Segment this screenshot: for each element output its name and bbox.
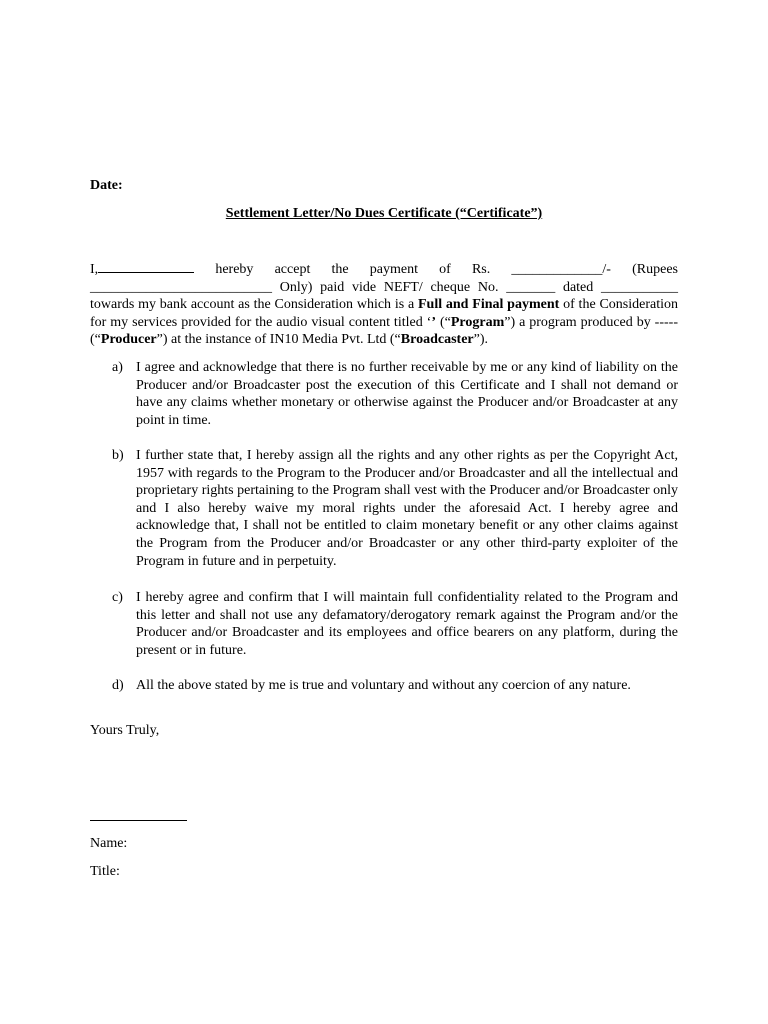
intro-bold-program: Program: [450, 314, 505, 330]
closing-salutation: Yours Truly,: [90, 723, 160, 738]
intro-bold-broadcaster: Broadcaster: [400, 332, 474, 348]
clause-marker: d): [112, 678, 124, 693]
name-label: Name:: [90, 836, 128, 851]
clause-text: I hereby agree and confirm that I will maintain full confidentiality related to the Program and this letter and shall not use any defamatory/derogatory remark against the Program and/or the Producer and/or Broadcaster and its employees and office bearers on any platform, during the present or in future.: [136, 590, 678, 658]
date-label: Date:: [90, 178, 123, 193]
clause-marker: b): [112, 448, 124, 463]
intro-bold-full-final: Full and Final payment: [417, 297, 560, 313]
clause-text: I agree and acknowledge that there is no further receivable by me or any kind of liability on the Producer and/or Broadcaster post the execution of this Certificate and I shall not demand or have any claims whether monetary or otherwise against the Producer and/or Broadcaster at any point in time.: [136, 360, 678, 428]
intro-bold-quote: ’: [431, 314, 437, 330]
intro-text-3: of the Consideration for my services provided for the audio visual content titled ‘: [90, 297, 678, 330]
document-title: Settlement Letter/No Dues Certificate (“Certificate”): [225, 206, 543, 221]
clause-item: [90, 589, 678, 659]
signature-line: [90, 820, 187, 821]
name-blank-line: [98, 261, 194, 273]
clause-item: [90, 359, 678, 429]
intro-paragraph: [90, 261, 678, 349]
clause-marker: a): [112, 360, 123, 375]
intro-text-6: ”) at the instance of IN10 Media Pvt. Ltd (“: [156, 332, 401, 348]
intro-text-4: (“: [436, 314, 451, 330]
clause-text: All the above stated by me is true and voluntary and without any coercion of any nature.: [136, 678, 631, 693]
clause-item: [90, 677, 678, 695]
intro-text-5: ”) a program produced by ----- (“: [90, 314, 678, 348]
intro-text-2: hereby accept the payment of Rs. _____________/- (Rupees __________________________ Only) paid vide NEFT/ cheque No. _______ dated ___________ towards my bank account as the Consideration which is a: [90, 262, 678, 313]
intro-text-7: ”).: [473, 332, 489, 348]
clause-item: [90, 447, 678, 570]
clause-text: I further state that, I hereby assign all the rights and any other rights as per the Copyright Act, 1957 with regards to the Program to the Producer and/or Broadcaster and all the intellectual and proprietary rights pertaining to the Program shall vest with the Producer and/or Broadcaster only and I also hereby waive my moral rights under the aforesaid Act. I hereby agree and acknowledge that, I shall not be entitled to claim monetary benefit or any other claims against the Program from the Producer and/or Broadcaster or any other third-party exploiter of the Program in future and in perpetuity.: [136, 448, 678, 569]
clause-marker: c): [112, 590, 123, 605]
intro-text-1: I,: [90, 262, 99, 277]
intro-bold-producer: Producer: [100, 332, 157, 348]
title-label: Title:: [90, 864, 120, 879]
